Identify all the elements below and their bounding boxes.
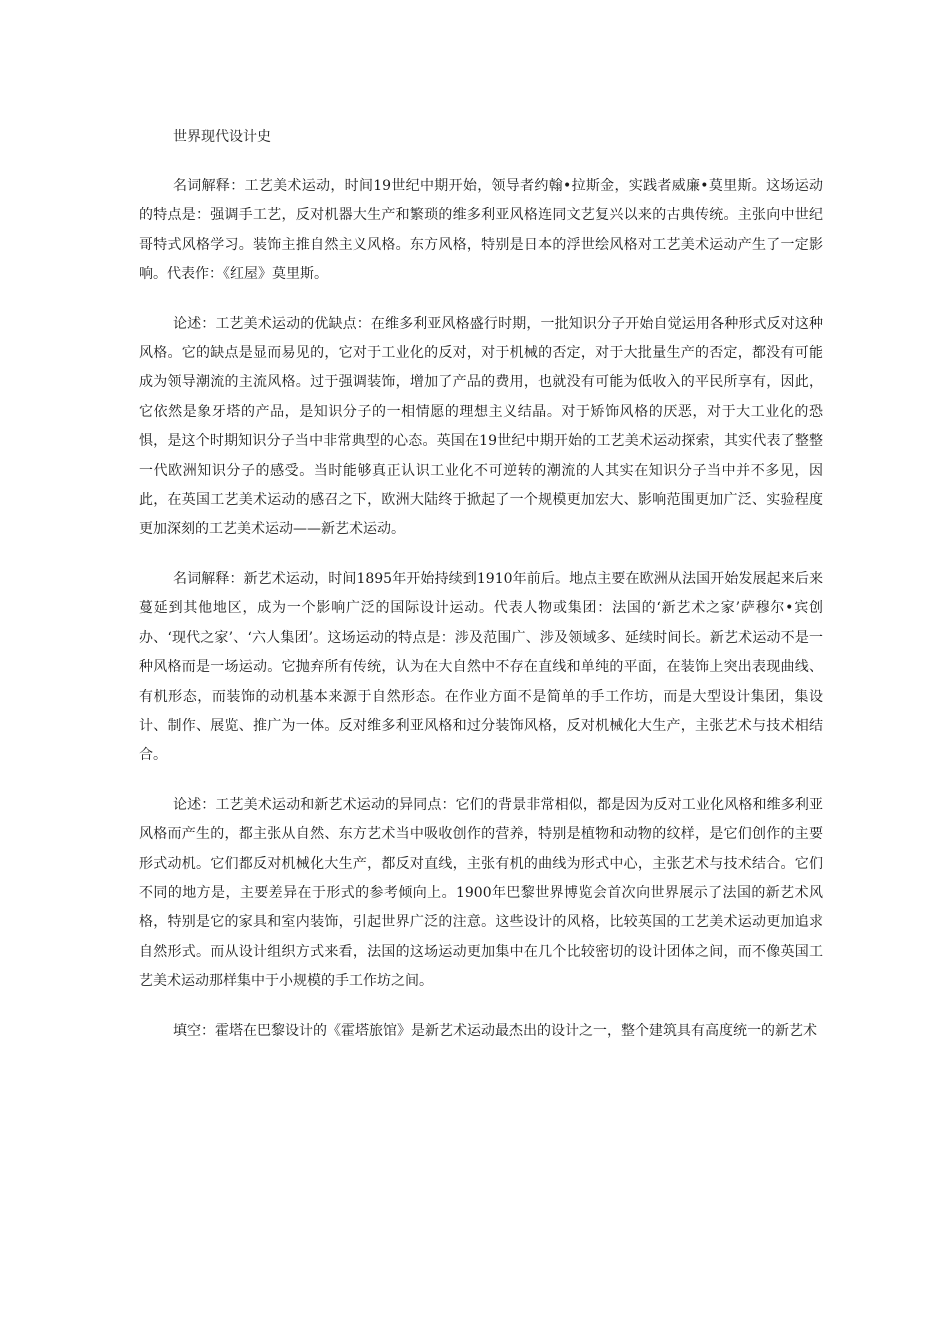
paragraph-art-nouveau-definition: 名词解释：新艺术运动，时间1895年开始持续到1910年前后。地点主要在欧洲从法国开始发展起来后来蔓延到其他地区，成为一个影响广泛的国际设计运动。代表人物或集团：法国的‘新艺术之家’萨穆尔•宾创办、‘现代之家’、‘六人集团’。这场运动的特点是：涉及范围广、涉及领域多、延续时间长。新艺术运动不是一种风格而是一场运动。它抛弃所有传统，认为在大自然中不存在直线和单纯的平面，在装饰上突出表现曲线、有机形态，而装饰的动机基本来源于自然形态。在作业方面不是简单的手工作坊，而是大型设计集团，集设计、制作、展览、推广为一体。反对维多利亚风格和过分装饰风格，反对机械化大生产，主张艺术与技术相结合。 (139, 570, 823, 764)
paragraph-fill-in-blank: 填空：霍塔在巴黎设计的《霍塔旅馆》是新艺术运动最杰出的设计之一，整个建筑具有高度统一的新艺术 (173, 1022, 817, 1039)
paragraph-arts-and-crafts-definition: 名词解释：工艺美术运动，时间19世纪中期开始，领导者约翰•拉斯金，实践者威廉•莫里斯。这场运动的特点是：强调手工艺，反对机器大生产和繁琐的维多利亚风格连同文艺复兴以来的古典传统。主张向中世纪哥特式风格学习。装饰主推自然主义风格。东方风格，特别是日本的浮世绘风格对工艺美术运动产生了一定影响。代表作：《红屋》莫里斯。 (139, 178, 823, 283)
paragraph-arts-and-crafts-essay: 论述：工艺美术运动的优缺点：在维多利亚风格盛行时期，一批知识分子开始自觉运用各种形式反对这种风格。它的缺点是显而易见的，它对于工业化的反对，对于机械的否定，对于大批量生产的否定，都没有可能成为领导潮流的主流风格。过于强调装饰，增加了产品的费用，也就没有可能为低收入的平民所享有，因此，它依然是象牙塔的产品，是知识分子的一相情愿的理想主义结晶。对于矫饰风格的厌恶，对于大工业化的恐惧，是这个时期知识分子当中非常典型的心态。英国在19世纪中期开始的工艺美术运动探索，其实代表了整整一代欧洲知识分子的感受。当时能够真正认识工业化不可逆转的潮流的人其实在知识分子当中并不多见，因此，在英国工艺美术运动的感召之下，欧洲大陆终于掀起了一个规模更加宏大、影响范围更加广泛、实验程度更加深刻的工艺美术运动——新艺术运动。 (139, 315, 823, 538)
document-title: 世界现代设计史 (173, 129, 271, 145)
paragraph-comparison-essay: 论述：工艺美术运动和新艺术运动的异同点：它们的背景非常相似，都是因为反对工业化风格和维多利亚风格而产生的，都主张从自然、东方艺术当中吸收创作的营养，特别是植物和动物的纹样，是它们创作的主要形式动机。它们都反对机械化大生产，都反对直线，主张有机的曲线为形式中心，主张艺术与技术结合。它们不同的地方是，主要差异在于形式的参考倾向上。1900年巴黎世界博览会首次向世界展示了法国的新艺术风格，特别是它的家具和室内装饰，引起世界广泛的注意。这些设计的风格，比较英国的工艺美术运动更加追求自然形式。而从设计组织方式来看，法国的这场运动更加集中在几个比较密切的设计团体之间，而不像英国工艺美术运动那样集中于小规模的手工作坊之间。 (139, 796, 823, 990)
document-body (139, 123, 823, 1046)
